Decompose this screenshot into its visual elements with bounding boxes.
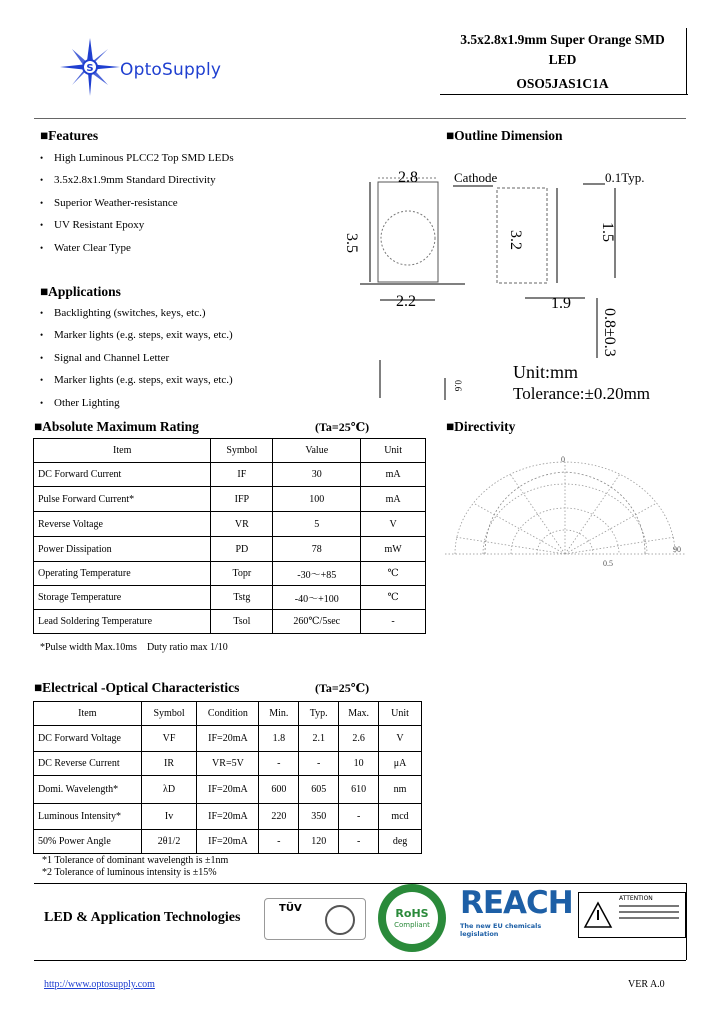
- table-header: Unit: [361, 439, 426, 463]
- directivity-chart: [445, 452, 685, 572]
- table-row: Lead Soldering Temperature Tsol 260℃/5sec -: [34, 610, 426, 634]
- reach-sub-label: The new EU chemicals legislation: [460, 922, 542, 938]
- table-row: Pulse Forward Current* IFP 100 mA: [34, 487, 426, 512]
- table-header: Typ.: [299, 702, 339, 726]
- svg-text:S: S: [86, 63, 94, 74]
- table-header: Symbol: [141, 702, 197, 726]
- applications-title: ■Applications: [40, 284, 121, 299]
- table-header: Item: [34, 702, 142, 726]
- tuv-badge: [264, 898, 366, 940]
- table-header: Min.: [259, 702, 299, 726]
- reach-badge: [460, 884, 573, 938]
- list-item: • High Luminous PLCC2 Top SMD LEDs: [34, 147, 414, 169]
- list-item: • 3.5x2.8x1.9mm Standard Directivity: [34, 169, 414, 191]
- rohs-label: RoHS: [395, 907, 429, 920]
- header-title-block: [440, 30, 685, 94]
- directivity-title: ■Directivity: [446, 419, 516, 434]
- dim-2-2: 2.2: [396, 293, 416, 310]
- table-row: Storage Temperature Tstg -40～+100 ℃: [34, 586, 426, 610]
- footer-right-rule: [686, 883, 687, 960]
- table-row: Operating Temperature Topr -30～+85 ℃: [34, 562, 426, 586]
- website-link[interactable]: http://www.optosupply.com: [44, 979, 155, 990]
- table-row: Reverse Voltage VR 5 V: [34, 512, 426, 537]
- led-front-view: [378, 182, 438, 282]
- table-header: Symbol: [211, 439, 273, 463]
- list-item: • Backlighting (switches, keys, etc.): [34, 302, 414, 324]
- abs-max-title: ■Absolute Maximum Rating: [34, 419, 199, 434]
- table-header: Max.: [339, 702, 379, 726]
- list-item: • Marker lights (e.g. steps, exit ways, etc.): [34, 369, 414, 391]
- dim-1-9: 1.9: [551, 295, 571, 312]
- table-row: DC Forward Current IF 30 mA: [34, 463, 426, 487]
- table-row: Power Dissipation PD 78 mW: [34, 537, 426, 562]
- esd-warning-icon: [583, 901, 613, 929]
- header-title-line2: LED: [548, 52, 577, 67]
- dim-3-2: 3.2: [507, 230, 524, 250]
- footer-tagline: LED & Application Technologies: [44, 910, 241, 925]
- elec-title: ■Electrical -Optical Characteristics: [34, 680, 240, 695]
- abs-max-condition: (Ta=25℃): [315, 420, 370, 434]
- table-header: Condition: [197, 702, 259, 726]
- features-title: ■Features: [40, 128, 99, 143]
- logo: [58, 36, 278, 98]
- footer-bottom-rule: [34, 960, 686, 961]
- rohs-compliant-label: Compliant: [394, 921, 430, 929]
- outline-drawing: [325, 148, 651, 418]
- brand-name: OptoSupply: [120, 60, 222, 80]
- table-header: Value: [273, 439, 361, 463]
- table-header: Unit: [379, 702, 422, 726]
- abs-max-note: *Pulse width Max.10ms Duty ratio max 1/10: [40, 642, 228, 653]
- header-underline: [440, 94, 688, 95]
- elec-table: [33, 701, 422, 854]
- version-label: VER A.0: [628, 979, 665, 990]
- scale-label-mid: 0.5: [603, 559, 613, 568]
- table-row: DC Reverse Current IR VR=5V - - 10 μA: [34, 752, 422, 776]
- star-logo-icon: [58, 36, 128, 98]
- list-item: • Superior Weather-resistance: [34, 192, 414, 214]
- header-rule: [34, 118, 686, 119]
- esd-attention-badge: [578, 892, 686, 938]
- attention-label: ATTENTION: [619, 895, 653, 902]
- unit-label: Unit:mm: [513, 362, 579, 382]
- dim-0-1typ: 0.1Typ.: [605, 170, 645, 185]
- abs-max-table: [33, 438, 426, 634]
- dim-0-8: 0.8±0.3: [601, 308, 618, 357]
- list-item: • Water Clear Type: [34, 237, 414, 259]
- cathode-label: Cathode: [454, 170, 498, 185]
- dim-3-5: 3.5: [343, 233, 360, 253]
- table-row: DC Forward Voltage VF IF=20mA 1.8 2.1 2.6 V: [34, 726, 422, 752]
- dim-1-5: 1.5: [599, 222, 616, 242]
- elec-note-2: *2 Tolerance of luminous intensity is ±15%: [42, 867, 217, 878]
- list-item: • Signal and Channel Letter: [34, 347, 414, 369]
- elec-note-1: *1 Tolerance of dominant wavelength is ±1nm: [42, 855, 229, 866]
- dim-2-8: 2.8: [398, 169, 418, 186]
- list-item: • Marker lights (e.g. steps, exit ways, etc.): [34, 324, 414, 346]
- reach-label: REACH: [460, 885, 573, 921]
- dim-small: 0.6: [453, 380, 463, 392]
- list-item: • UV Resistant Epoxy: [34, 214, 414, 236]
- elec-condition: (Ta=25℃): [315, 681, 370, 695]
- tuv-label: TÜV: [279, 903, 302, 914]
- tolerance-label: Tolerance:±0.20mm: [513, 384, 651, 403]
- table-row: Domi. Wavelength* λD IF=20mA 600 605 610 nm: [34, 776, 422, 804]
- led-lens: [381, 211, 435, 265]
- table-row: Luminous Intensity* Iv IF=20mA 220 350 - mcd: [34, 804, 422, 830]
- header-right-rule: [686, 28, 687, 94]
- table-header: Item: [34, 439, 211, 463]
- outline-title: ■Outline Dimension: [446, 128, 563, 143]
- list-item: • Other Lighting: [34, 392, 414, 414]
- angle-label-top: 0: [561, 455, 565, 464]
- header-title-line1: 3.5x2.8x1.9mm Super Orange SMD: [460, 32, 665, 47]
- table-row: 50% Power Angle 2θ1/2 IF=20mA - 120 - deg: [34, 830, 422, 854]
- rohs-badge: [378, 884, 446, 952]
- angle-label-right: 90: [673, 545, 681, 554]
- footer-top-rule: [34, 883, 686, 884]
- tuv-mark-icon: [325, 905, 355, 935]
- part-number: OSO5JAS1C1A: [516, 76, 609, 91]
